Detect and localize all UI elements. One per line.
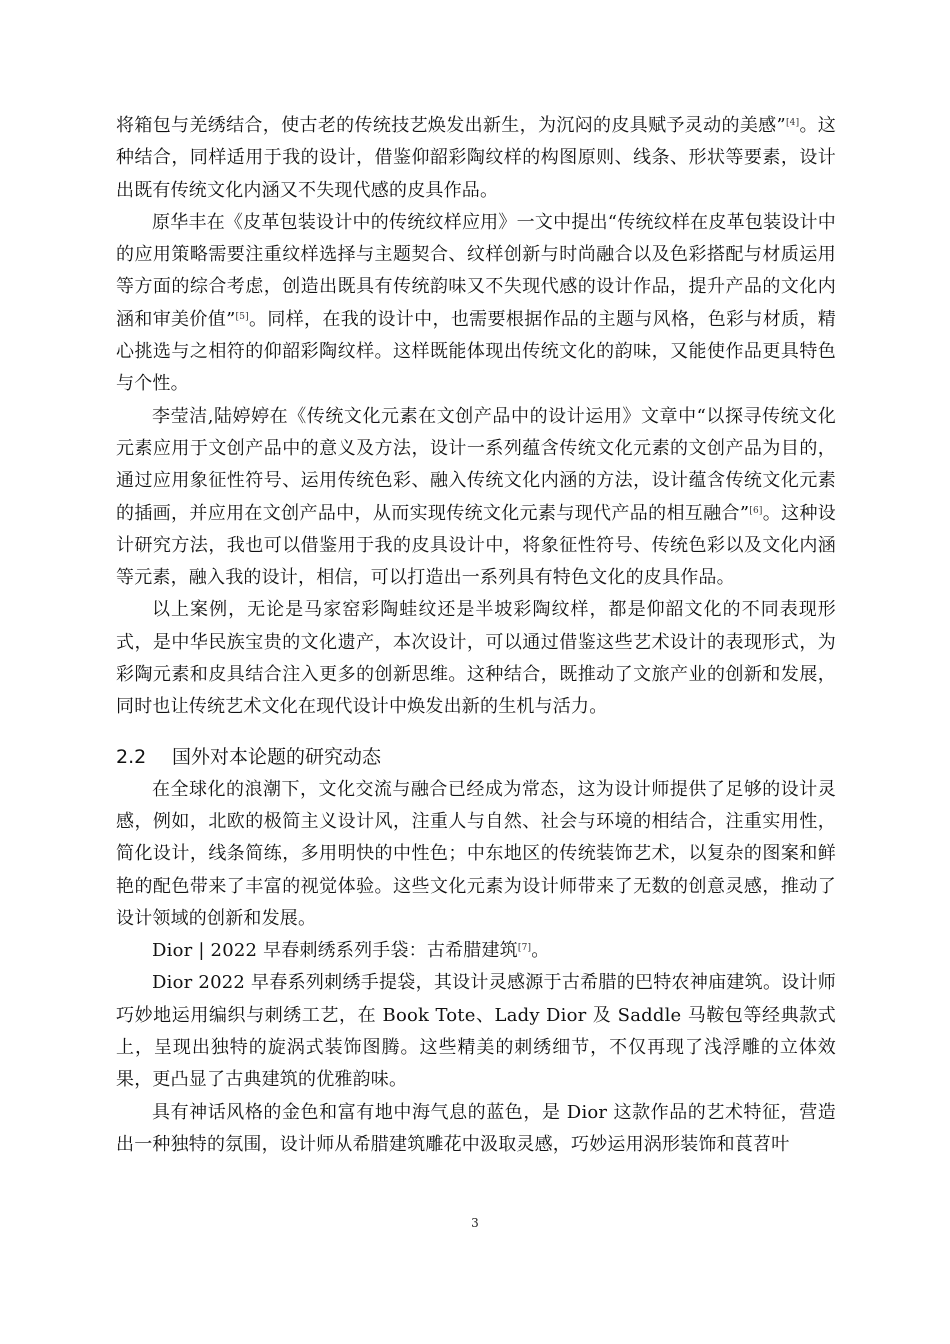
paragraph: Dior 2022 早春系列刺绣手提袋，其设计灵感源于古希腊的巴特农神庙建筑。设计师巧妙地运用编织与刺绣工艺，在 Book Tote、Lady Dior 及 Saddle 马鞍包等经典款式上，呈现出独特的旋涡式装饰图腾。这些精美的刺绣细节，不仅再现了浅浮雕的立体效果，更凸显了古典建筑的优雅韵味。: [116, 972, 836, 1091]
section-number: 2.2: [116, 745, 147, 768]
paragraph: Dior | 2022 早春刺绣系列手袋：古希腊建筑[7]。: [152, 940, 550, 962]
paragraph: 具有神话风格的金色和富有地中海气息的蓝色，是 Dior 这款作品的艺术特征，营造出一种独特的氛围，设计师从希腊建筑雕花中汲取灵感，巧妙运用涡形装饰和莨苕叶: [116, 1101, 836, 1155]
paragraph: 在全球化的浪潮下，文化交流与融合已经成为常态，这为设计师提供了足够的设计灵感，例如，北欧的极简主义设计风，注重人与自然、社会与环境的相结合，注重实用性，简化设计，线条简练，多用明快的中性色；中东地区的传统装饰艺术，以复杂的图案和鲜艳的配色带来了丰富的视觉体验。这些文化元素为设计师带来了无数的创意灵感，推动了设计领域的创新和发展。: [116, 778, 836, 929]
section-title: 国外对本论题的研究动态: [172, 745, 382, 768]
citation-7[interactable]: [7]: [517, 943, 532, 954]
citation-6[interactable]: [6]: [749, 505, 763, 516]
paragraph-continued: 将箱包与羌绣结合，使古老的传统技艺焕发出新生，为沉闷的皮具赋予灵动的美感”[4]。这种结合，同样适用于我的设计，借鉴仰韶彩陶纹样的构图原则、线条、形状等要素，设计出既有传统文化内涵又不失现代感的皮具作品。: [116, 115, 836, 201]
paragraph: 以上案例，无论是马家窑彩陶蛙纹还是半坡彩陶纹样，都是仰韶文化的不同表现形式，是中华民族宝贵的文化遗产，本次设计，可以通过借鉴这些艺术设计的表现形式，为彩陶元素和皮具结合注入更多的创新思维。这种结合，既推动了文旅产业的创新和发展，同时也让传统艺术文化在现代设计中焕发出新的生机与活力。: [116, 599, 836, 718]
page-number: 3: [471, 1216, 479, 1230]
document-page: [116, 110, 836, 1161]
paragraph: 原华丰在《皮革包装设计中的传统纹样应用》一文中提出“传统纹样在皮革包装设计中的应用策略需要注重纹样选择与主题契合、纹样创新与时尚融合以及色彩搭配与材质运用等方面的综合考虑，创造出既具有传统韵味又不失现代感的设计作品，提升产品的文化内涵和审美价值”[5]。同样，在我的设计中，也需要根据作品的主题与风格，色彩与材质，精心挑选与之相符的仰韶彩陶纹样。这样既能体现出传统文化的韵味，又能使作品更具特色与个性。: [116, 211, 836, 395]
citation-5[interactable]: [5]: [235, 311, 249, 322]
section-heading: [116, 740, 836, 774]
citation-4[interactable]: [4]: [785, 118, 800, 128]
paragraph: 李莹洁,陆婷婷在《传统文化元素在文创产品中的设计运用》文章中“以探寻传统文化元素应用于文创产品中的意义及方法，设计一系列蕴含传统文化元素的文创产品为目的，通过应用象征性符号、运用传统色彩、融入传统文化内涵的方法，设计蕴含传统文化元素的插画，并应用在文创产品中，从而实现传统文化元素与现代产品的相互融合”[6]。这种设计研究方法，我也可以借鉴用于我的皮具设计中，将象征性符号、传统色彩以及文化内涵等元素，融入我的设计，相信，可以打造出一系列具有特色文化的皮具作品。: [116, 405, 836, 589]
